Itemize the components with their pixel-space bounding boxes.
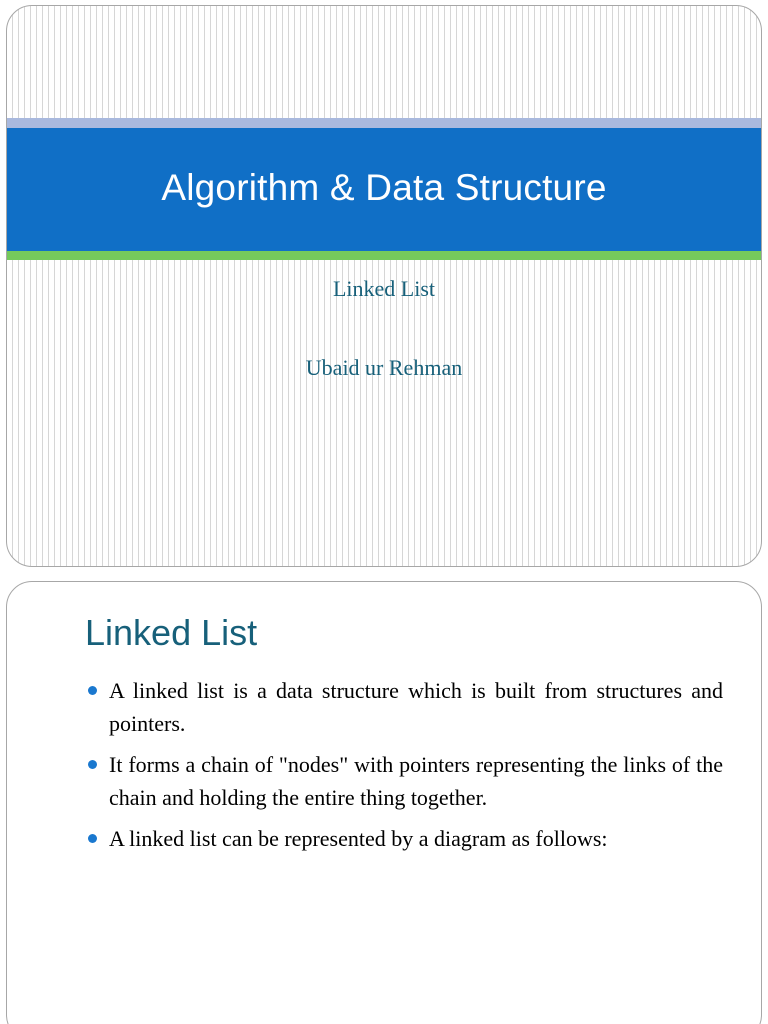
bullet-text: A linked list can be represented by a diagram as follows:	[109, 826, 608, 851]
bullet-text: It forms a chain of "nodes" with pointers representing the links of the chain and holding the entire thing together.	[109, 752, 723, 810]
bullet-dot-icon	[88, 760, 97, 769]
bullet-dot-icon	[88, 834, 97, 843]
bullet-text: A linked list is a data structure which is built from structures and pointers.	[109, 678, 723, 736]
title-slide	[6, 5, 762, 567]
bullet-item	[85, 674, 723, 740]
slide-heading: Linked List	[85, 612, 258, 653]
slide-title: Algorithm & Data Structure	[161, 166, 607, 208]
bullet-item	[85, 748, 723, 814]
slide-subtitle: Linked List	[332, 276, 436, 301]
slide-author: Ubaid ur Rehman	[305, 355, 463, 380]
title-band	[7, 128, 761, 251]
bullet-list	[85, 674, 723, 863]
content-slide	[6, 581, 762, 1024]
bullet-dot-icon	[88, 686, 97, 695]
title-top-stripe	[7, 118, 761, 128]
title-bottom-stripe	[7, 251, 761, 260]
bullet-item	[85, 822, 723, 855]
